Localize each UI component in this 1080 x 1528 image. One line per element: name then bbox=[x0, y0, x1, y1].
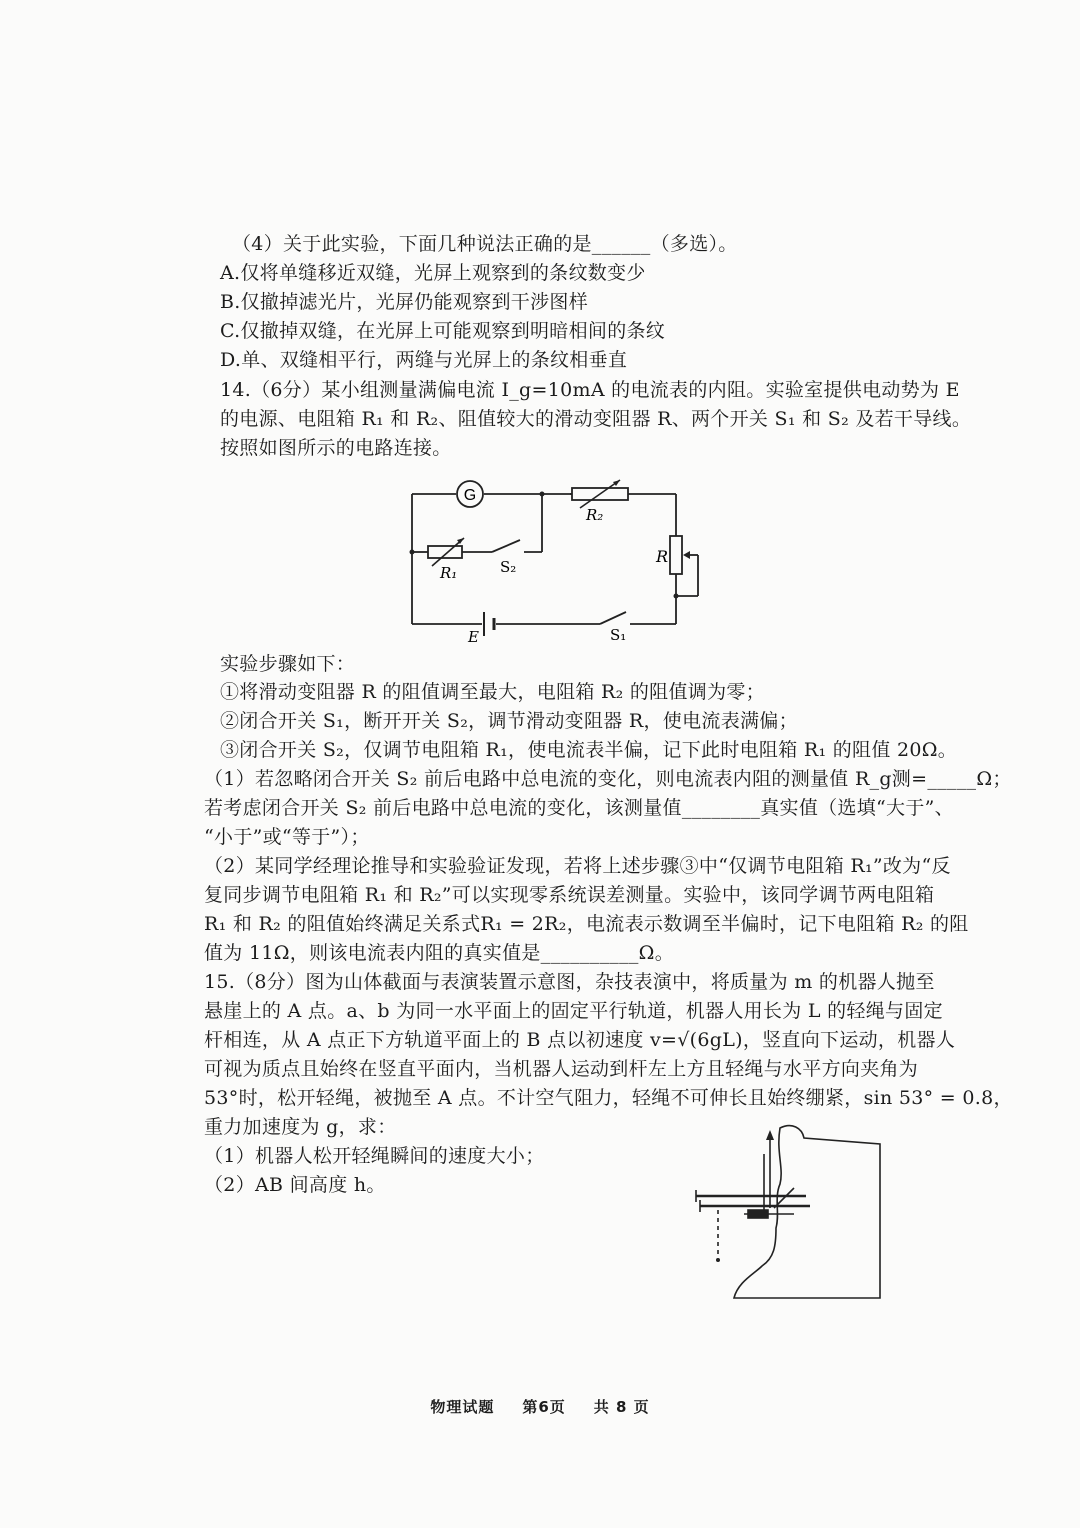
q15-intro-line-4: 可视为质点且始终在竖直平面内，当机器人运动到杆左上方且轻绳与水平方向夹角为 bbox=[204, 1058, 919, 1080]
r1-label: R₁ bbox=[440, 564, 458, 582]
q15-intro-line-6: 重力加速度为 g，求： bbox=[204, 1116, 397, 1138]
q15-intro-line-2: 悬崖上的 A 点。a、b 为同一水平面上的固定平行轨道，机器人用长为 L 的轻绳与固定 bbox=[204, 1000, 943, 1022]
q14-part1-line-1: （1）若忽略闭合开关 S₂ 前后电路中总电流的变化，则电流表内阻的测量值 R_g测=_____Ω； bbox=[204, 768, 1012, 790]
q13-option-a: A.仅将单缝移近双缝，光屏上观察到的条纹数变少 bbox=[220, 262, 646, 284]
q14-steps-title: 实验步骤如下： bbox=[220, 653, 356, 675]
q15-question-2: （2）AB 间高度 h。 bbox=[204, 1174, 386, 1196]
q15-intro-line-3: 杆相连，从 A 点正下方轨道平面上的 B 点以初速度 v=√(6gL)，竖直向下运动，机器人 bbox=[204, 1029, 956, 1051]
r2-label: R₂ bbox=[586, 506, 604, 524]
rheostat-r bbox=[670, 536, 682, 574]
q14-part2-line-3: R₁ 和 R₂ 的阻值始终满足关系式R₁ = 2R₂，电流表示数调至半偏时，记下电阻箱 R₂ 的阻 bbox=[204, 913, 969, 935]
q13-part4-stem: （4）关于此实验，下面几种说法正确的是______（多选）。 bbox=[232, 233, 738, 255]
resistor-box-r1 bbox=[428, 546, 462, 558]
q15-question-1: （1）机器人松开轻绳瞬间的速度大小； bbox=[204, 1145, 545, 1167]
q14-part1-line-3: “小于”或“等于”）； bbox=[204, 826, 370, 848]
q14-intro-line-3: 按照如图所示的电路连接。 bbox=[220, 437, 452, 459]
e-label: E bbox=[468, 628, 479, 644]
q14-intro-line-2: 的电源、电阻箱 R₁ 和 R₂、阻值较大的滑动变阻器 R、两个开关 S₁ 和 S₂ 及若干导线。 bbox=[220, 408, 972, 430]
cliff-apparatus-figure bbox=[684, 1118, 894, 1303]
q14-part2-line-4: 值为 11Ω，则该电流表内阻的真实值是__________Ω。 bbox=[204, 942, 675, 964]
footer-page: 第6页 bbox=[522, 1398, 566, 1416]
q14-step-2: ②闭合开关 S₁，断开开关 S₂，调节滑动变阻器 R，使电流表满偏； bbox=[220, 710, 798, 732]
q14-part2-line-2: 复同步调节电阻箱 R₁ 和 R₂”可以实现零系统误差测量。实验中，该同学调节两电阻箱 bbox=[204, 884, 935, 906]
arrow-up-icon bbox=[766, 1130, 774, 1140]
q14-intro-line-1: 14.（6分）某小组测量满偏电流 I_g=10mA 的电流表的内阻。实验室提供电动势为 E bbox=[220, 379, 960, 401]
r-label: R bbox=[656, 547, 669, 566]
galvanometer-label: G bbox=[463, 487, 477, 504]
q15-intro-line-5: 53°时，松开轻绳，被抛至 A 点。不计空气阻力，轻绳不可伸长且始终绷紧，sin 53° = 0.8， bbox=[204, 1087, 1013, 1109]
q14-part1-line-2: 若考虑闭合开关 S₂ 前后电路中总电流的变化，该测量值________真实值（选填“大于”、 bbox=[204, 797, 954, 819]
footer-total: 共 8 页 bbox=[593, 1398, 650, 1416]
footer-subject: 物理试题 bbox=[430, 1398, 495, 1416]
q13-option-b: B.仅撤掉滤光片，光屏仍能观察到干涉图样 bbox=[220, 291, 589, 313]
q14-step-3: ③闭合开关 S₂，仅调节电阻箱 R₁，使电流表半偏，记下此时电阻箱 R₁ 的阻值 20Ω。 bbox=[220, 739, 958, 761]
q15-intro-line-1: 15.（8分）图为山体截面与表演装置示意图，杂技表演中，将质量为 m 的机器人抛至 bbox=[204, 971, 935, 993]
s2-label: S₂ bbox=[500, 558, 517, 576]
q14-step-1: ①将滑动变阻器 R 的阻值调至最大，电阻箱 R₂ 的阻值调为零； bbox=[220, 681, 765, 703]
q14-part2-line-1: （2）某同学经理论推导和实验验证发现，若将上述步骤③中“仅调节电阻箱 R₁”改为“反 bbox=[204, 855, 951, 877]
page-footer bbox=[0, 1396, 1080, 1417]
s1-label: S₁ bbox=[610, 626, 627, 644]
q13-option-c: C.仅撤掉双缝，在光屏上可能观察到明暗相间的条纹 bbox=[220, 320, 666, 342]
circuit-diagram bbox=[400, 474, 710, 644]
q13-option-d: D.单、双缝相平行，两缝与光屏上的条纹相垂直 bbox=[220, 349, 628, 371]
rheostat-slider-arrow bbox=[683, 551, 690, 559]
